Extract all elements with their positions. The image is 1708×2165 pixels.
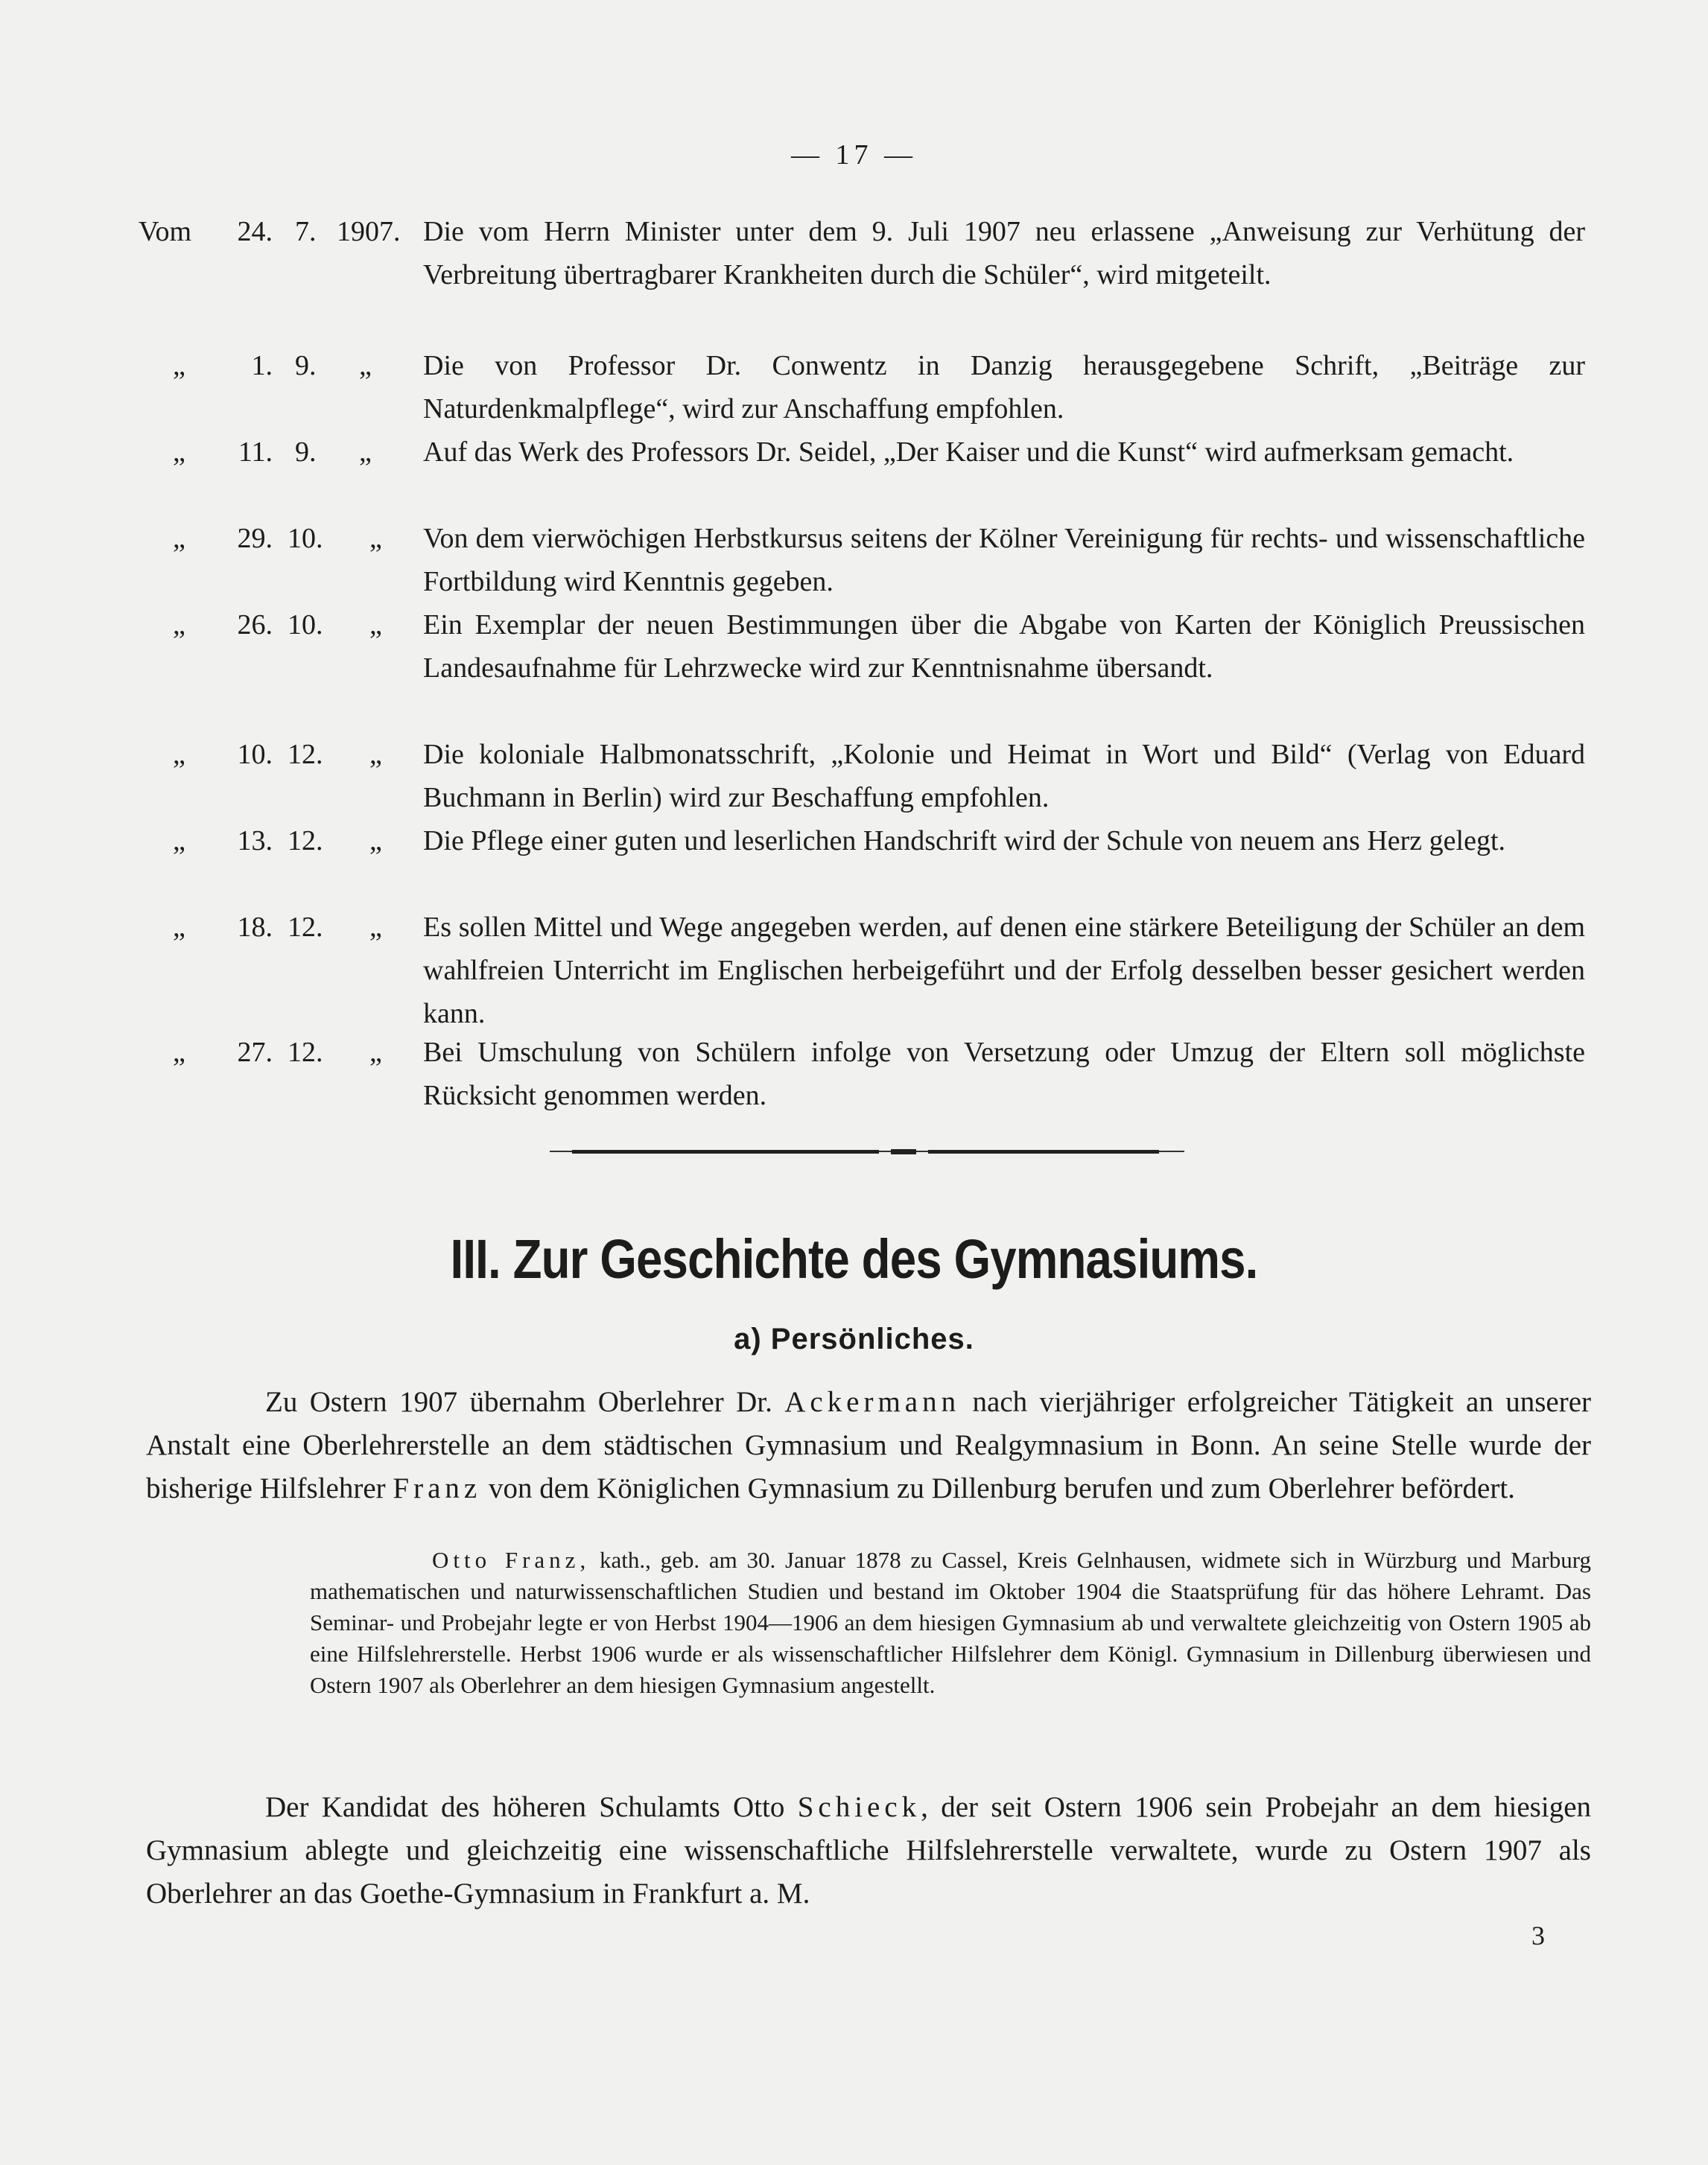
- decree-text: Die von Professor Dr. Conwentz in Danzig herausgegebene Schrift, „Beiträge zur Naturdenkmalpflege“, wird zur Anschaffung empfohlen.: [423, 350, 1585, 425]
- section-divider: [550, 1148, 1184, 1155]
- decree-date: [139, 733, 422, 778]
- paragraph-schieck: [146, 1786, 1591, 1916]
- person-name: Ackermann: [784, 1386, 961, 1418]
- ditto-mark: „: [173, 350, 185, 381]
- decree-entry: [139, 603, 1591, 693]
- decree-entry: [139, 210, 1591, 299]
- decree-entry: [139, 906, 1591, 1029]
- decree-entry: [139, 819, 1591, 909]
- date-month: 7.: [295, 216, 317, 247]
- decree-entry: [139, 430, 1591, 520]
- decree-text: Auf das Werk des Professors Dr. Seidel, „Der Kaiser und die Kunst“ wird aufmerksam gemacht.: [423, 436, 1514, 468]
- date-day: 1.: [251, 350, 273, 381]
- date-day: 11.: [238, 436, 273, 468]
- date-month: 12.: [288, 912, 323, 943]
- divider-center-dash: [891, 1149, 916, 1154]
- date-month: 10.: [288, 609, 323, 640]
- ditto-mark: „: [173, 436, 185, 468]
- note-text: kath., geb. am 30. Januar 1878 zu Cassel, Kreis Gelnhausen, widmete sich in Würzburg und Marburg mathematischen und naturwissenschaftlichen Studien und bestand im Oktober 1904 die Staatsprüfung für das höhere Lehramt. Das Seminar- und Probejahr legte er von Herbst 1904—1906 an dem hiesigen Gymnasium ab und verwaltete gleichzeitig von Ostern 1905 ab eine Hilfslehrerstelle. Herbst 1906 wurde er als wissenschaftlicher Hilfslehrer dem Königl. Gymnasium in Dillenburg überwiesen und Ostern 1907 als Oberlehrer an dem hiesigen Gymnasium angestellt.: [310, 1547, 1591, 1698]
- date-month: 12.: [288, 1037, 323, 1068]
- divider-thick-segment: [928, 1150, 1159, 1154]
- decree-entry: [139, 517, 1591, 606]
- paragraph-text: nach vierjähriger erfolgreicher Tätigkeit an unserer Anstalt eine Oberlehrerstelle an dem städtischen Gymnasium und Realgymnasium in Bonn. An seine Stelle wurde der bisherige Hilfslehrer: [146, 1386, 1591, 1504]
- paragraph-ackermann: [146, 1381, 1591, 1510]
- decree-text: Die vom Herrn Minister unter dem 9. Juli 1907 neu erlassene „Anweisung zur Verhütung der Verbreitung übertragbarer Krankheiten durch die Schüler“, wird mitgeteilt.: [423, 216, 1585, 290]
- section-heading: III. Zur Geschichte des Gymnasiums.: [450, 1228, 1258, 1290]
- ditto-mark: „: [369, 609, 382, 640]
- decree-text: Die Pflege einer guten und leserlichen Handschrift wird der Schule von neuem ans Herz gelegt.: [423, 825, 1505, 856]
- decree-date: [139, 1031, 422, 1075]
- paragraph-text: von dem Königlichen Gymnasium zu Dillenburg berufen und zum Oberlehrer befördert.: [481, 1472, 1515, 1504]
- decree-text: Von dem vierwöchigen Herbstkursus seitens der Kölner Vereinigung für rechts- und wissenschaftliche Fortbildung wird Kenntnis gegeben.: [423, 523, 1585, 597]
- person-name: Franz: [393, 1472, 482, 1504]
- paragraph-text: , der seit Ostern 1906 sein Probejahr an dem hiesigen Gymnasium ablegte und gleichzeitig eine wissenschaftliche Hilfslehrerstelle verwaltete, wurde zu Ostern 1907 als Oberlehrer an das Goethe-Gymnasium in Frankfurt a. M.: [146, 1791, 1592, 1910]
- date-day: 13.: [237, 825, 273, 856]
- subsection-heading: a) Persönliches.: [734, 1323, 974, 1355]
- date-month: 9.: [295, 436, 317, 468]
- decree-entry: [139, 733, 1591, 822]
- ditto-mark: „: [369, 739, 382, 770]
- date-year: 1907.: [337, 216, 401, 247]
- date-day: 18.: [237, 912, 273, 943]
- ditto-mark: „: [173, 825, 185, 856]
- ditto-mark: „: [173, 1037, 185, 1068]
- decree-entry: [139, 344, 1591, 433]
- person-name: Otto Franz,: [432, 1547, 591, 1573]
- decree-date: [139, 603, 422, 648]
- decree-date: [139, 517, 422, 562]
- decree-date: [139, 906, 422, 950]
- ditto-mark: „: [173, 523, 185, 554]
- date-prefix: Vom: [139, 216, 192, 247]
- date-day: 10.: [237, 739, 273, 770]
- decree-date: [139, 210, 422, 255]
- date-day: 27.: [237, 1037, 273, 1068]
- decree-text: Die koloniale Halbmonatsschrift, „Kolonie und Heimat in Wort und Bild“ (Verlag von Eduard Buchmann in Berlin) wird zur Beschaffung empfohlen.: [423, 739, 1585, 813]
- decree-date: [139, 819, 422, 864]
- date-day: 24.: [237, 216, 273, 247]
- decree-date: [139, 430, 422, 475]
- decree-date: [139, 344, 422, 389]
- ditto-mark: „: [369, 1037, 382, 1068]
- divider-thick-segment: [572, 1150, 879, 1154]
- ditto-mark: „: [359, 350, 372, 381]
- paragraph-text: Zu Ostern 1907 übernahm Oberlehrer Dr.: [265, 1386, 785, 1418]
- ditto-mark: „: [369, 912, 382, 943]
- ditto-mark: „: [369, 825, 382, 856]
- decree-text: Ein Exemplar der neuen Bestimmungen über die Abgabe von Karten der Königlich Preussischen Landesaufnahme für Lehrzwecke wird zur Kenntnisnahme übersandt.: [423, 609, 1585, 684]
- ditto-mark: „: [173, 912, 185, 943]
- decree-text: Bei Umschulung von Schülern infolge von Versetzung oder Umzug der Eltern soll möglichste Rücksicht genommen werden.: [423, 1037, 1585, 1111]
- ditto-mark: „: [173, 739, 185, 770]
- paragraph-text: Der Kandidat des höheren Schulamts Otto: [265, 1791, 798, 1823]
- signature-mark: 3: [1531, 1921, 1545, 1951]
- date-month: 10.: [288, 523, 323, 554]
- ditto-mark: „: [369, 523, 382, 554]
- person-name: Schieck: [797, 1791, 921, 1823]
- date-day: 26.: [237, 609, 273, 640]
- page-number: — 17 —: [791, 139, 917, 171]
- decree-entry: [139, 1031, 1591, 1120]
- decree-text: Es sollen Mittel und Wege angegeben werden, auf denen eine stärkere Beteiligung der Schüler an dem wahlfreien Unterricht im Englischen herbeigeführt und der Erfolg desselben besser gesichert werden kann.: [423, 912, 1585, 1029]
- date-month: 9.: [295, 350, 317, 381]
- biographical-note: [310, 1545, 1591, 1701]
- date-month: 12.: [288, 825, 323, 856]
- date-month: 12.: [288, 739, 323, 770]
- ditto-mark: „: [359, 436, 372, 468]
- date-day: 29.: [237, 523, 273, 554]
- ditto-mark: „: [173, 609, 185, 640]
